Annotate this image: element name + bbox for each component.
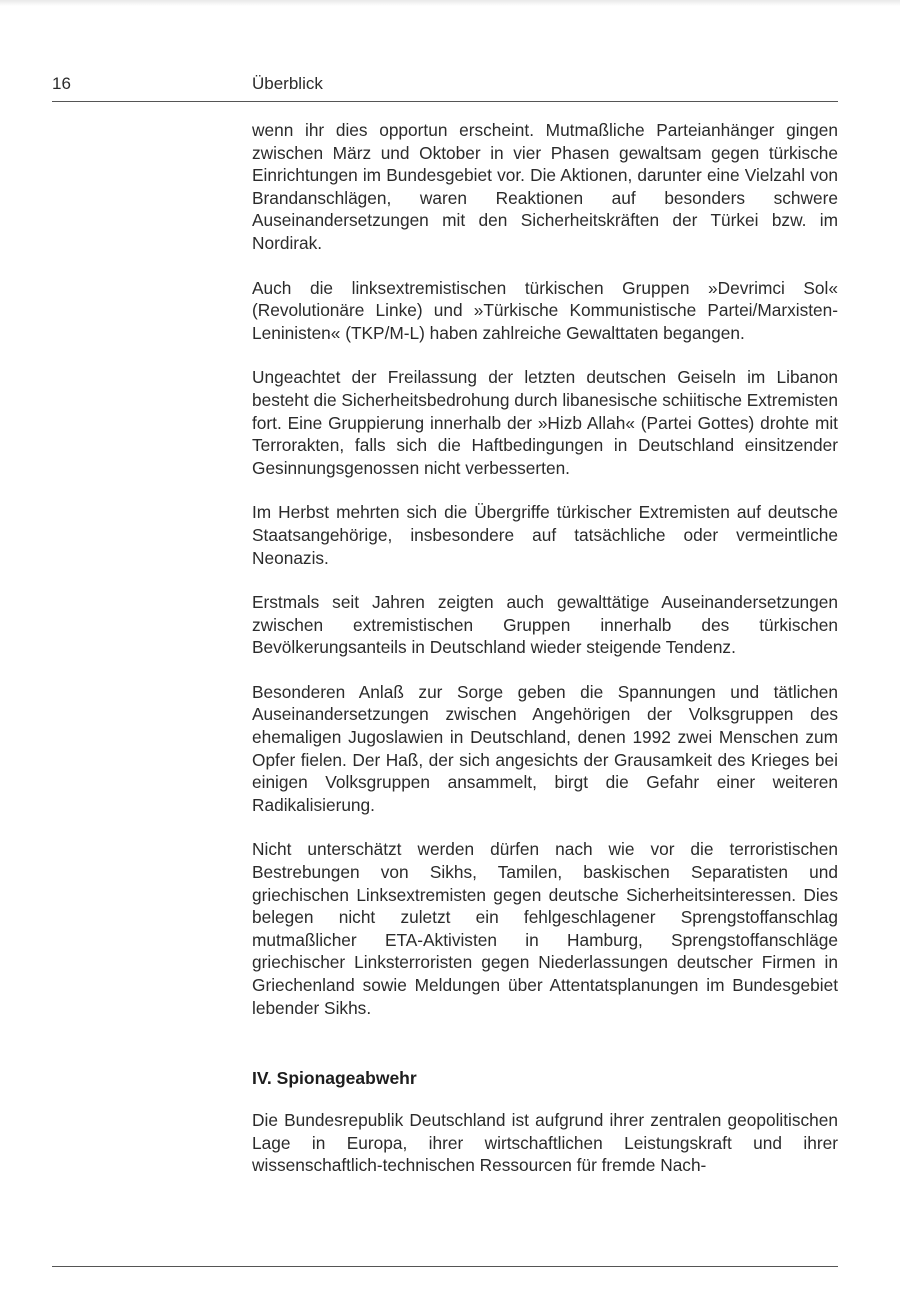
footer-rule [52, 1266, 838, 1267]
paragraph: wenn ihr dies opportun erscheint. Mutmaßliche Parteianhänger gingen zwischen März und Oktober in vier Phasen gewaltsam gegen türkische Einrichtungen im Bundesgebiet vor. Die Aktionen, darunter eine Vielzahl von Brandanschlägen, waren Reaktionen auf besonders schwere Auseinandersetzungen mit den Sicherheitskräften der Türkei bzw. im Nordirak. [252, 120, 838, 253]
header-rule [52, 101, 838, 102]
paragraph: Auch die linksextremistischen türkischen Gruppen »Devrimci Sol« (Revolutionäre Linke) und »Türkische Kommunistische Partei/Marxisten-Leninisten« (TKP/M-L) haben zahlreiche Gewalttaten begangen. [252, 277, 838, 343]
paragraph: Im Herbst mehrten sich die Übergriffe türkischer Extremisten auf deutsche Staatsangehörige, insbesondere auf tatsächliche oder vermeintliche Neonazis. [252, 502, 838, 568]
body-text [252, 119, 838, 1199]
paragraph: Ungeachtet der Freilassung der letzten deutschen Geiseln im Libanon besteht die Sicherheitsbedrohung durch libanesische schiitische Extremisten fort. Eine Gruppierung innerhalb der »Hizb Allah« (Partei Gottes) drohte mit Terrorakten, falls sich die Haftbedingungen in Deutschland einsitzender Gesinnungsgenossen nicht verbesserten. [252, 367, 838, 478]
running-head [52, 74, 838, 102]
paragraph: Besonderen Anlaß zur Sorge geben die Spannungen und tätlichen Auseinandersetzungen zwischen Angehörigen der Volksgruppen des ehemaligen Jugoslawien in Deutschland, denen 1992 zwei Menschen zum Opfer fielen. Der Haß, der sich angesichts der Grausamkeit des Krieges bei einigen Volksgruppen ansammelt, birgt die Gefahr einer weiteren Radikalisierung. [252, 681, 838, 815]
paragraph: Nicht unterschätzt werden dürfen nach wie vor die terroristischen Bestrebungen von Sikhs, Tamilen, baskischen Separatisten und griechischen Linksextremisten gegen deutsche Sicherheitsinteressen. Dies belegen nicht zuletzt ein fehlgeschlagener Sprengstoffanschlag mutmaßlicher ETA-Aktivisten in Hamburg, Sprengstoffanschläge griechischer Linksterroristen gegen Niederlassungen deutscher Firmen in Griechenland sowie Meldungen über Attentatsplanungen im Bundesgebiet lebender Sikhs. [252, 839, 838, 1018]
running-section-title: Überblick [252, 74, 323, 93]
page-number: 16 [52, 74, 71, 93]
section-heading: IV. Spionageabwehr [252, 1068, 417, 1089]
paragraph: Erstmals seit Jahren zeigten auch gewalttätige Auseinandersetzungen zwischen extremistischen Gruppen innerhalb des türkischen Bevölkerungsanteils in Deutschland wieder steigende Tendenz. [252, 592, 838, 658]
scan-edge [0, 0, 900, 6]
closing-paragraph: Die Bundesrepublik Deutschland ist aufgrund ihrer zentralen geopolitischen Lage in Europa, ihrer wirtschaftlichen Leistungskraft und ihrer wissenschaftlich-technischen Ressourcen für fremde Nach- [252, 1110, 838, 1176]
